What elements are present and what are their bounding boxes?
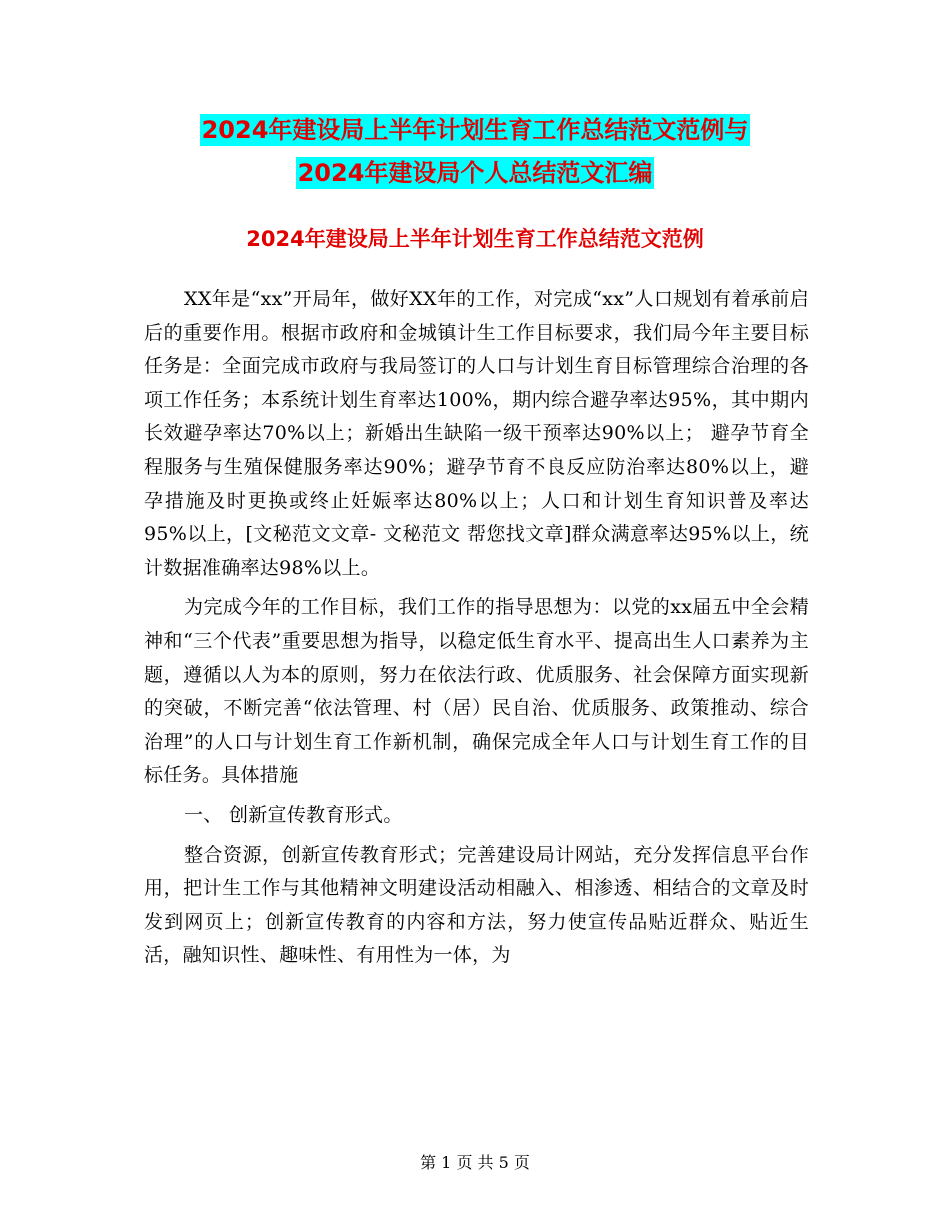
paragraph: 整合资源，创新宣传教育形式；完善建设局计网站，充分发挥信息平台作用，把计生工作与其他精神文明建设活动相融入、相渗透、相结合的文章及时发到网页上；创新宣传教育的内容和方法，努力使宣传品贴近群众、贴近生活，融知识性、趣味性、有用性为一体，为 [144, 843, 809, 967]
document-title-text-2: 2024年建设局个人总结范文汇编 [297, 159, 653, 187]
paragraph: 为完成今年的工作目标，我们工作的指导思想为：以党的xx届五中全会精神和“三个代表”重要思想为指导，以稳定低生育水平、提高出生人口素养为主题，遵循以人为本的原则，努力在依法行政、优质服务、社会保障方面实现新的突破，不断完善“依法管理、村（居）民自治、优质服务、政策推动、综合治理”的人口与计划生育工作新机制，确保完成全年人口与计划生育工作的目标任务。具体措施 [144, 596, 809, 787]
paragraph: XX年是“xx”开局年，做好XX年的工作，对完成“xx”人口规划有着承前启后的重要作用。根据市政府和金城镇计生工作目标要求，我们局今年主要目标任务是：全面完成市政府与我局签订的人口与计划生育目标管理综合治理的各项工作任务；本系统计划生育率达100%，期内综合避孕率达95%，其中期内长效避孕率达70%以上；新婚出生缺陷一级干预率达90%以上； 避孕节育全程服务与生殖保健服务率达90%；避孕节育不良反应防治率达80%以上，避孕措施及时更换或终止妊娠率达80%以上；人口和计划生育知识普及率达95%以上，[文秘范文文章- 文秘范文 帮您找文章]群众满意率达95%以上，统计数据准确率达98%以上。 [144, 288, 809, 579]
document-title-line-2 [0, 157, 950, 189]
document-title-line-1 [0, 114, 950, 146]
section-title: 2024年建设局上半年计划生育工作总结范文范例 [246, 227, 704, 251]
page-footer: 第 1 页 共 5 页 [420, 1153, 530, 1172]
document-body [144, 283, 809, 973]
paragraph-heading: 一、 创新宣传教育形式。 [184, 803, 403, 826]
document-title-text-1: 2024年建设局上半年计划生育工作总结范文范例与 [201, 116, 749, 144]
